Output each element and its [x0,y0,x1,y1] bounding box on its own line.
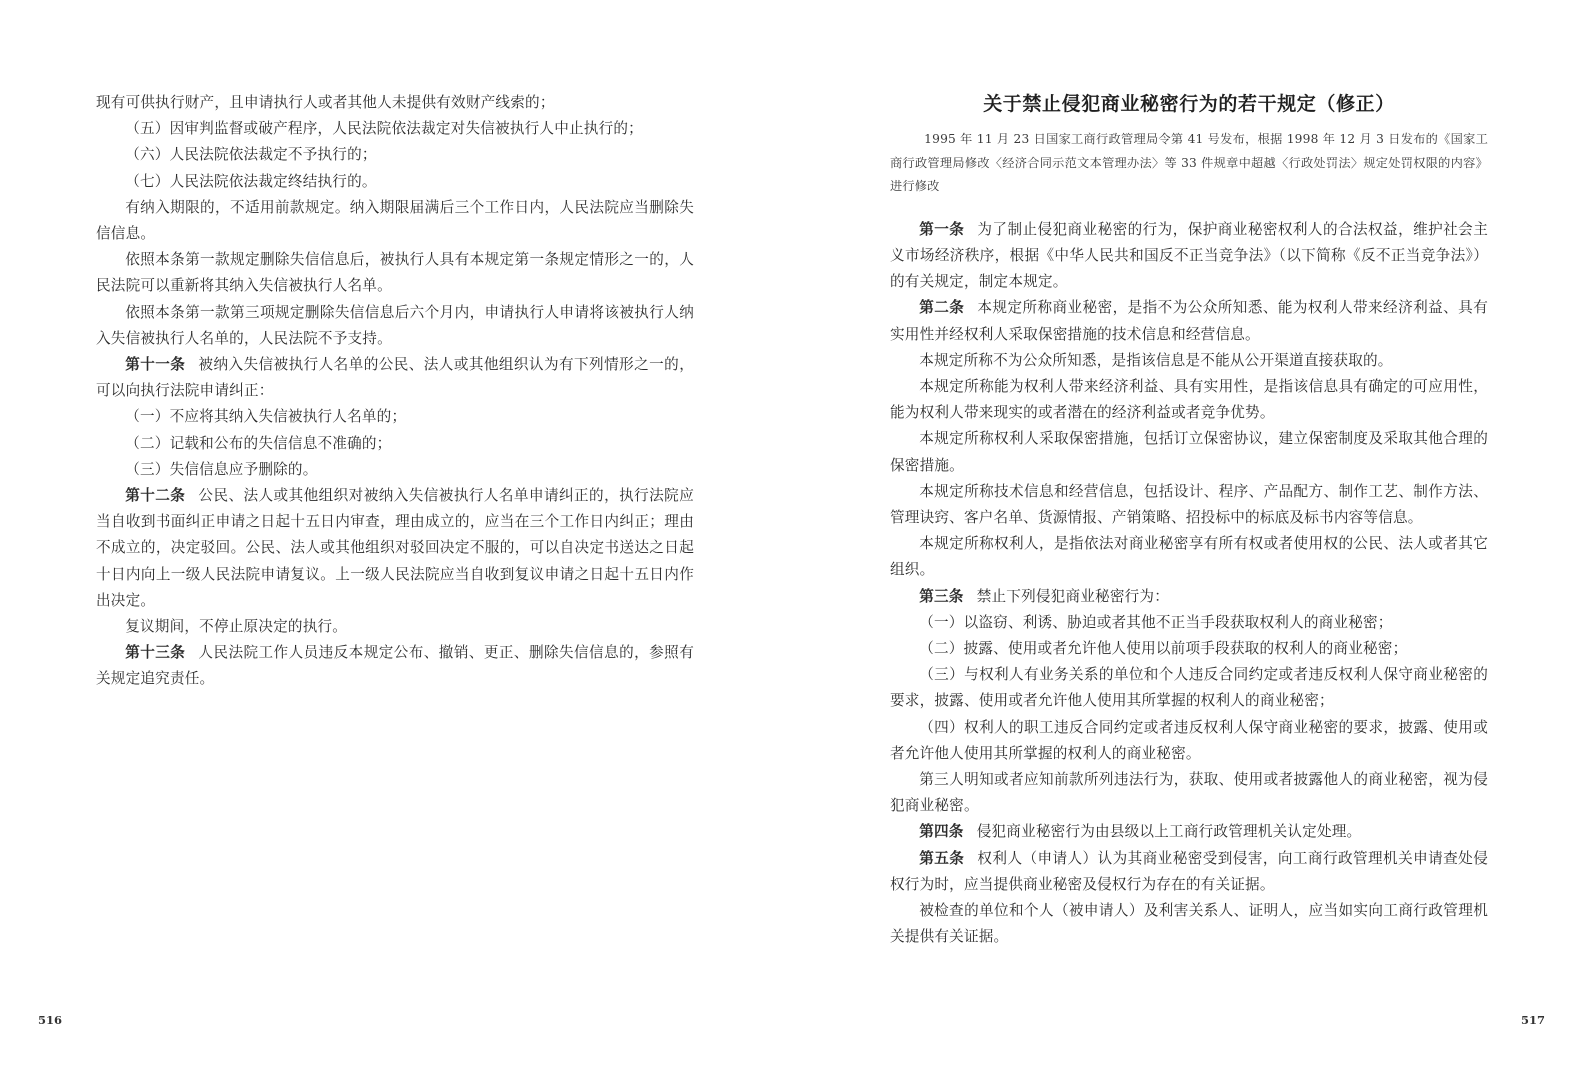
article-heading: 第四条 [919,823,964,841]
paragraph-text: （四）权利人的职工违反合同约定或者违反权利人保守商业秘密的要求，披露、使用或者允许他人使用其所掌握的权利人的商业秘密。 [890,718,1488,762]
paragraph [890,426,1488,478]
paragraph [96,457,694,483]
left-page [0,0,793,1077]
document-title: 关于禁止侵犯商业秘密行为的若干规定（修正） [983,93,1395,115]
paragraph-text: 本规定所称权利人，是指依法对商业秘密享有所有权或者使用权的公民、法人或者其它组织。 [890,535,1488,579]
paragraph-text: 人民法院工作人员违反本规定公布、撤销、更正、删除失信信息的，参照有关规定追究责任。 [96,644,694,688]
paragraph [890,479,1488,531]
paragraph-text: （五）因审判监督或破产程序，人民法院依法裁定对失信被执行人中止执行的； [125,120,643,138]
paragraph-text: （二）披露、使用或者允许他人使用以前项手段获取的权利人的商业秘密； [919,640,1408,658]
paragraph-text: （一）以盗窃、利诱、胁迫或者其他不正当手段获取权利人的商业秘密； [919,613,1393,631]
article-twelve [96,483,694,614]
page-number: 516 [38,1013,63,1027]
article-heading: 第二条 [919,299,965,317]
paragraph-text: 依照本条第一款规定删除失信信息后，被执行人具有本规定第一条规定情形之一的，人民法院可以重新将其纳入失信被执行人名单。 [96,251,694,295]
article-heading: 第三条 [919,587,964,605]
paragraph-text: 被检查的单位和个人（被申请人）及利害关系人、证明人，应当如实向工商行政管理机关提供有关证据。 [890,902,1488,946]
paragraph [96,169,694,195]
paragraph-text: 有纳入期限的，不适用前款规定。纳入期限届满后三个工作日内，人民法院应当删除失信信息。 [96,198,694,243]
paragraph [890,636,1488,662]
paragraph-text: 本规定所称技术信息和经营信息，包括设计、程序、产品配方、制作工艺、制作方法、管理诀窍、客户名单、货源情报、产销策略、招投标中的标底及标书内容等信息。 [890,482,1488,527]
right-page [794,0,1587,1077]
paragraph-text: （六）人民法院依法裁定不予执行的； [125,146,377,164]
page-number: 517 [1520,1013,1545,1027]
paragraph [890,662,1488,714]
paragraph-text: 本规定所称商业秘密，是指不为公众所知悉、能为权利人带来经济利益、具有实用性并经权利人采取保密措施的技术信息和经营信息。 [890,299,1488,343]
article-heading: 第十二条 [125,487,186,505]
paragraph [96,614,694,640]
article-one [890,217,1488,296]
paragraph-text: 为了制止侵犯商业秘密的行为，保护商业秘密权利人的合法权益，维护社会主义市场经济秩序，根据《中华人民共和国反不正当竞争法》（以下简称《反不正当竞争法》）的有关规定，制定本规定。 [890,220,1488,291]
paragraph [96,300,694,352]
right-page-body [890,90,1488,950]
document-preface: 1995 年 11 月 23 日国家工商行政管理局令第 41 号发布，根据 1998 年 12 月 3 日发布的《国家工商行政管理局修改〈经济合同示范文本管理办法〉等 33 件规章中超越〈行政处罚法〉规定处罚权限的内容》进行修改 [890,132,1488,194]
article-two [890,295,1488,347]
left-page-body [96,90,694,693]
paragraph-text: 本规定所称能为权利人带来经济利益、具有实用性，是指该信息具有确定的可应用性，能为权利人带来现实的或者潜在的经济利益或者竞争优势。 [890,378,1488,422]
article-heading: 第一条 [919,220,965,238]
paragraph-text: 权利人（申请人）认为其商业秘密受到侵害，向工商行政管理机关申请查处侵权行为时，应当提供商业秘密及侵权行为存在的有关证据。 [890,849,1488,893]
paragraph-text: 现有可供执行财产，且申请执行人或者其他人未提供有效财产线索的； [96,94,555,111]
paragraph-text: （三）失信信息应予删除的。 [125,460,318,478]
paragraph-text: 禁止下列侵犯商业秘密行为： [976,587,1170,605]
paragraph [890,715,1488,767]
paragraph [96,404,694,430]
paragraph-text: 依照本条第一款第三项规定删除失信信息后六个月内，申请执行人申请将该被执行人纳入失信被执行人名单的，人民法院不予支持。 [96,303,694,347]
article-four [890,819,1488,845]
paragraph-text: （三）与权利人有业务关系的单位和个人违反合同约定或者违反权利人保守商业秘密的要求，披露、使用或者允许他人使用其所掌握的权利人的商业秘密； [890,666,1488,710]
paragraph-text: 本规定所称不为公众所知悉，是指该信息是不能从公开渠道直接获取的。 [919,351,1393,369]
paragraph-text: （一）不应将其纳入失信被执行人名单的； [125,408,407,426]
paragraph-text: 复议期间，不停止原决定的执行。 [125,618,348,636]
article-three [890,584,1488,610]
paragraph-text: 被纳入失信被执行人名单的公民、法人或其他组织认为有下列情形之一的，可以向执行法院申请纠正： [96,356,694,400]
article-heading: 第十三条 [125,644,186,662]
article-eleven [96,352,694,404]
paragraph-text: 第三人明知或者应知前款所列违法行为，获取、使用或者披露他人的商业秘密，视为侵犯商业秘密。 [890,771,1488,815]
article-thirteen [96,640,694,692]
paragraph [96,116,694,142]
paragraph [890,610,1488,636]
paragraph [890,374,1488,426]
paragraph-text: 侵犯商业秘密行为由县级以上工商行政管理机关认定处理。 [976,823,1362,841]
paragraph [96,142,694,168]
paragraph [96,195,694,247]
paragraph [890,767,1488,819]
article-five [890,846,1488,898]
paragraph [96,247,694,299]
paragraph-text: （七）人民法院依法裁定终结执行的。 [125,172,377,190]
paragraph [96,90,694,116]
article-heading: 第十一条 [125,356,186,374]
paragraph [96,431,694,457]
paragraph-text: 公民、法人或其他组织对被纳入失信被执行人名单申请纠正的，执行法院应当自收到书面纠正申请之日起十五日内审查，理由成立的，应当在三个工作日内纠正；理由不成立的，决定驳回。公民、法人或其他组织对驳回决定不服的，可以自决定书送达之日起十日内向上一级人民法院申请复议。上一级人民法院应当自收到复议申请之日起十五日内作出决定。 [96,487,694,609]
paragraph [890,531,1488,583]
paragraph [890,898,1488,950]
paragraph [890,348,1488,374]
paragraph-text: 本规定所称权利人采取保密措施，包括订立保密协议，建立保密制度及采取其他合理的保密措施。 [890,430,1488,474]
article-heading: 第五条 [919,849,965,867]
paragraph-text: （二）记载和公布的失信信息不准确的； [125,434,392,452]
